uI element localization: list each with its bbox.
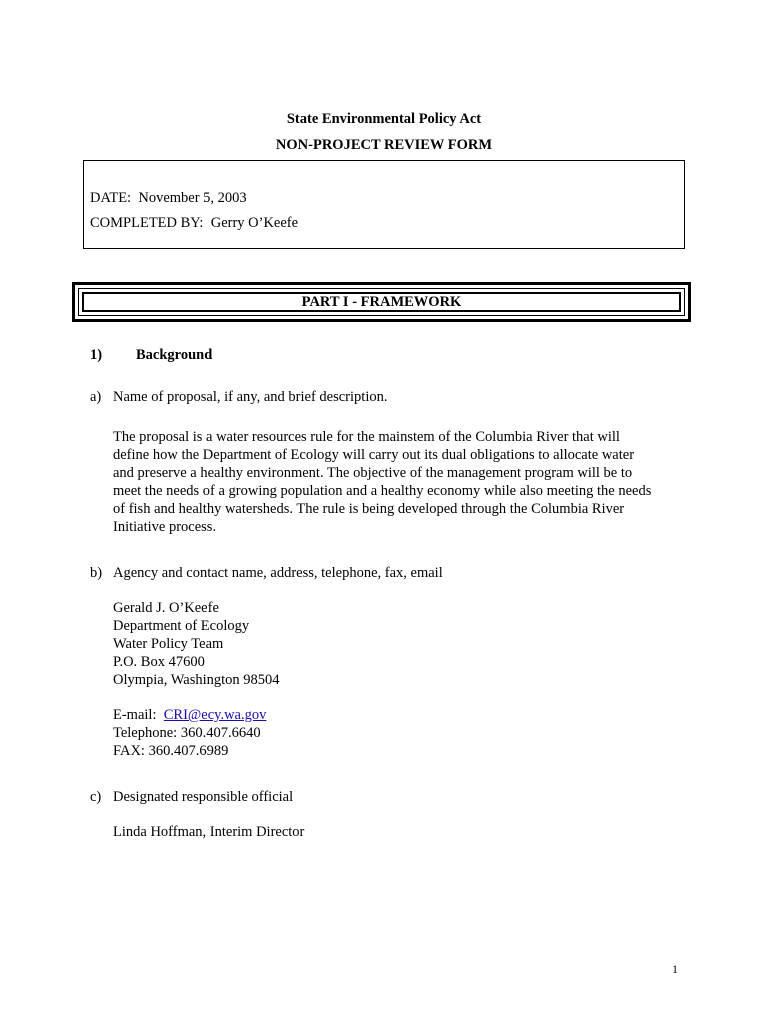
contact-po-box: P.O. Box 47600 (113, 654, 205, 670)
item-b-marker: b) (90, 565, 103, 581)
description-line: define how the Department of Ecology will carry out its dual obligations to allocate water (113, 447, 635, 463)
description-line: of fish and healthy watersheds. The rule is being developed through the Columbia River (113, 501, 625, 517)
description-line: and preserve a healthy environment. The objective of the management program will be to (113, 465, 633, 481)
item-a-label: Name of proposal, if any, and brief description. (113, 389, 388, 405)
section-title: Background (136, 347, 213, 363)
item-b-label: Agency and contact name, address, telephone, fax, email (113, 565, 443, 581)
contact-details (113, 706, 693, 760)
description-line: Initiative process. (113, 519, 217, 535)
item-c-marker: c) (90, 789, 102, 805)
telephone: Telephone: 360.407.6640 (113, 725, 261, 741)
date-value: November 5, 2003 (138, 190, 247, 206)
contact-agency: Department of Ecology (113, 618, 250, 634)
fax: FAX: 360.407.6989 (113, 743, 229, 759)
email-link[interactable]: CRI@ecy.wa.gov (163, 707, 267, 723)
document-title: State Environmental Policy Act (286, 111, 482, 127)
email-label: E-mail: (113, 707, 157, 723)
contact-city: Olympia, Washington 98504 (113, 672, 280, 688)
date-row (90, 189, 247, 207)
item-c-label: Designated responsible official (113, 789, 294, 805)
completed-by-label: COMPLETED BY: (90, 215, 204, 231)
item-a-description (113, 428, 693, 536)
form-title: NON-PROJECT REVIEW FORM (275, 137, 493, 153)
responsible-official: Linda Hoffman, Interim Director (113, 824, 305, 840)
section-number: 1) (90, 347, 103, 363)
part-banner-title: PART I - FRAMEWORK (82, 292, 681, 312)
contact-team: Water Policy Team (113, 636, 224, 652)
completed-by-row (90, 214, 298, 232)
page-number: 1 (672, 962, 678, 976)
completed-by-value: Gerry O’Keefe (210, 215, 299, 231)
email-row (113, 706, 693, 724)
description-line: meet the needs of a growing population and a healthy economy while also meeting the needs (113, 483, 652, 499)
item-a-marker: a) (90, 389, 102, 405)
date-label: DATE: (90, 190, 132, 206)
description-line: The proposal is a water resources rule for the mainstem of the Columbia River that will (113, 429, 620, 445)
part-banner (72, 282, 691, 322)
contact-address (113, 599, 693, 689)
contact-name: Gerald J. O’Keefe (113, 600, 219, 616)
